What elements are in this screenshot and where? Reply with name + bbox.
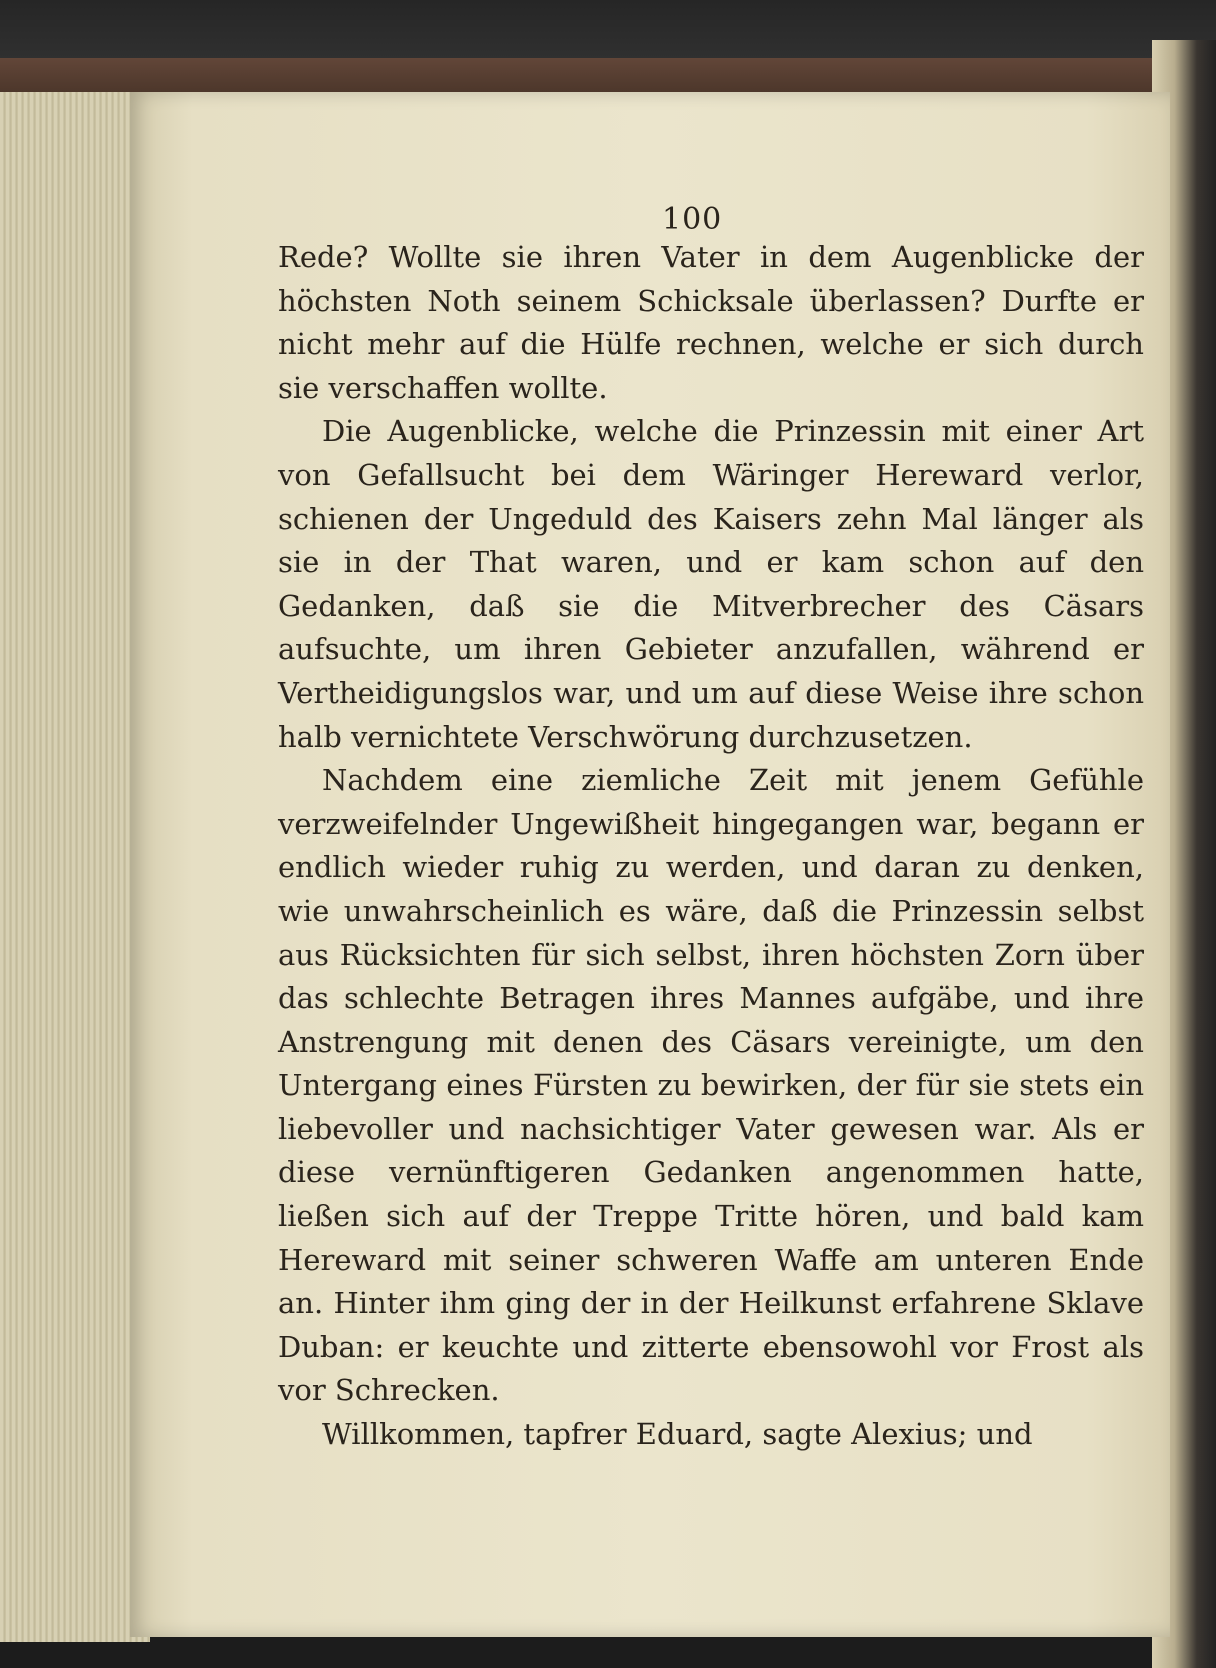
page-text [278, 236, 1144, 1457]
page-number: 100 [662, 202, 723, 237]
page-edges [0, 92, 150, 1642]
paragraph-1: Rede? Wollte sie ihren Vater in dem Augenblicke der höchsten Noth seinem Schicksale überlassen? Durfte er nicht mehr auf die Hülfe rechnen, welche er sich durch sie verschaffen wollte. [278, 240, 1144, 405]
paragraph-4: Willkommen, tapfrer Eduard, sagte Alexius; und [322, 1417, 1033, 1452]
paragraph-3: Nachdem eine ziemliche Zeit mit jenem Gefühle verzweifelnder Ungewißheit hingegangen war, begann er endlich wieder ruhig zu werden, und daran zu denken, wie unwahrscheinlich es wäre, daß die Prinzessin selbst aus Rücksichten für sich selbst, ihren höchsten Zorn über das schlechte Betragen ihres Mannes aufgäbe, und ihre Anstrengung mit denen des Cäsars vereinigte, um den Untergang eines Fürsten zu bewirken, der für sie stets ein liebevoller und nachsichtiger Vater gewesen war. Als er diese vernünftigeren Gedanken angenommen hatte, ließen sich auf der Treppe Tritte hören, und bald kam Hereward mit seiner schweren Waffe am unteren Ende an. Hinter ihm ging der in der Heilkunst erfahrene Sklave Duban: er keuchte und zitterte ebensowohl vor Frost als vor Schrecken. [278, 763, 1144, 1408]
book-cover-band [0, 58, 1216, 94]
paragraph-2: Die Augenblicke, welche die Prinzessin mit einer Art von Gefallsucht bei dem Wäringer Hereward verlor, schienen der Ungeduld des Kaisers zehn Mal länger als sie in der That waren, und er kam schon auf den Gedanken, daß sie die Mitverbrecher des Cäsars aufsuchte, um ihren Gebieter anzufallen, während er Vertheidigungslos war, und um auf diese Weise ihre schon halb vernichtete Verschwörung durchzusetzen. [278, 414, 1144, 754]
